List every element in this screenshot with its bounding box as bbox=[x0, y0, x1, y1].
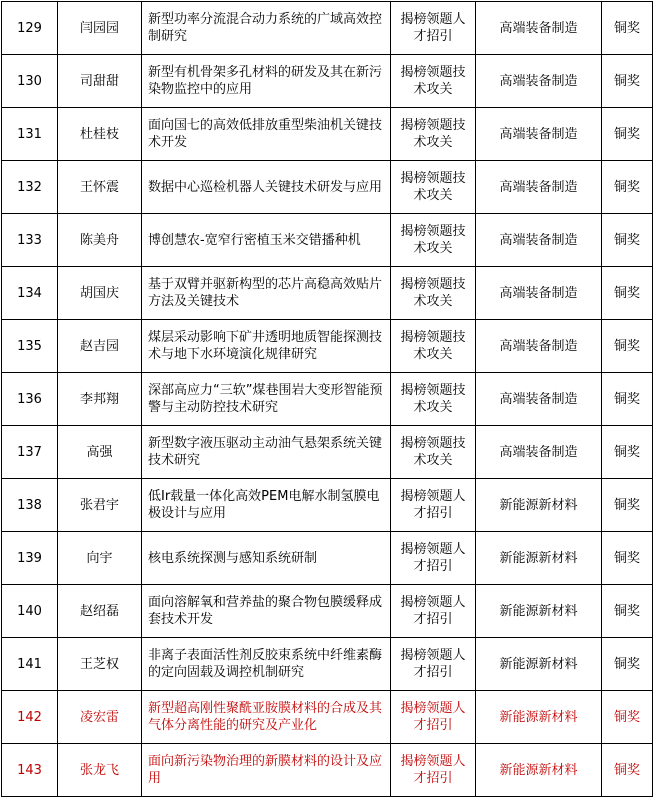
cell-award: 铜奖 bbox=[602, 320, 653, 373]
cell-project-title: 面向溶解氧和营养盐的聚合物包膜缓释成套技术开发 bbox=[142, 585, 391, 638]
cell-award: 铜奖 bbox=[602, 108, 653, 161]
cell-number: 139 bbox=[2, 532, 58, 585]
cell-category: 揭榜领题技术攻关 bbox=[391, 161, 476, 214]
cell-field: 新能源新材料 bbox=[476, 744, 602, 797]
cell-field: 新能源新材料 bbox=[476, 479, 602, 532]
cell-award: 铜奖 bbox=[602, 479, 653, 532]
cell-name: 陈美舟 bbox=[58, 214, 142, 267]
table-row bbox=[2, 108, 653, 161]
table-row bbox=[2, 373, 653, 426]
cell-name: 闫园园 bbox=[58, 2, 142, 55]
cell-award: 铜奖 bbox=[602, 691, 653, 744]
table-row bbox=[2, 267, 653, 320]
cell-category: 揭榜领题人才招引 bbox=[391, 744, 476, 797]
cell-project-title: 数据中心巡检机器人关键技术研发与应用 bbox=[142, 161, 391, 214]
cell-name: 高强 bbox=[58, 426, 142, 479]
cell-number: 134 bbox=[2, 267, 58, 320]
cell-name: 向宇 bbox=[58, 532, 142, 585]
cell-number: 133 bbox=[2, 214, 58, 267]
cell-project-title: 煤层采动影响下矿井透明地质智能探测技术与地下水环境演化规律研究 bbox=[142, 320, 391, 373]
cell-award: 铜奖 bbox=[602, 426, 653, 479]
table-row bbox=[2, 55, 653, 108]
cell-project-title: 新型数字液压驱动主动油气悬架系统关键技术研究 bbox=[142, 426, 391, 479]
cell-field: 高端装备制造 bbox=[476, 55, 602, 108]
table-row bbox=[2, 638, 653, 691]
table-body bbox=[2, 2, 653, 797]
cell-field: 高端装备制造 bbox=[476, 267, 602, 320]
cell-project-title: 博创慧农-宽窄行密植玉米交错播种机 bbox=[142, 214, 391, 267]
cell-name: 司甜甜 bbox=[58, 55, 142, 108]
cell-category: 揭榜领题人才招引 bbox=[391, 479, 476, 532]
cell-award: 铜奖 bbox=[602, 161, 653, 214]
cell-name: 胡国庆 bbox=[58, 267, 142, 320]
cell-field: 新能源新材料 bbox=[476, 691, 602, 744]
cell-number: 137 bbox=[2, 426, 58, 479]
cell-name: 杜桂枝 bbox=[58, 108, 142, 161]
table-row bbox=[2, 532, 653, 585]
cell-field: 高端装备制造 bbox=[476, 108, 602, 161]
cell-project-title: 面向新污染物治理的新膜材料的设计及应用 bbox=[142, 744, 391, 797]
cell-number: 140 bbox=[2, 585, 58, 638]
table-row bbox=[2, 479, 653, 532]
cell-field: 高端装备制造 bbox=[476, 373, 602, 426]
cell-number: 136 bbox=[2, 373, 58, 426]
cell-category: 揭榜领题技术攻关 bbox=[391, 108, 476, 161]
cell-award: 铜奖 bbox=[602, 585, 653, 638]
cell-category: 揭榜领题人才招引 bbox=[391, 691, 476, 744]
cell-category: 揭榜领题人才招引 bbox=[391, 585, 476, 638]
cell-category: 揭榜领题技术攻关 bbox=[391, 373, 476, 426]
cell-award: 铜奖 bbox=[602, 2, 653, 55]
cell-award: 铜奖 bbox=[602, 638, 653, 691]
cell-number: 131 bbox=[2, 108, 58, 161]
cell-number: 130 bbox=[2, 55, 58, 108]
cell-project-title: 低Ir载量一体化高效PEM电解水制氢膜电极设计与应用 bbox=[142, 479, 391, 532]
table-row bbox=[2, 2, 653, 55]
cell-project-title: 新型有机骨架多孔材料的研发及其在新污染物监控中的应用 bbox=[142, 55, 391, 108]
table-row bbox=[2, 426, 653, 479]
cell-number: 138 bbox=[2, 479, 58, 532]
cell-name: 王怀震 bbox=[58, 161, 142, 214]
cell-award: 铜奖 bbox=[602, 744, 653, 797]
cell-project-title: 新型功率分流混合动力系统的广域高效控制研究 bbox=[142, 2, 391, 55]
cell-name: 张龙飞 bbox=[58, 744, 142, 797]
cell-project-title: 基于双臂并驱新构型的芯片高稳高效贴片方法及关键技术 bbox=[142, 267, 391, 320]
cell-field: 高端装备制造 bbox=[476, 214, 602, 267]
table-row bbox=[2, 585, 653, 638]
cell-category: 揭榜领题技术攻关 bbox=[391, 267, 476, 320]
cell-field: 高端装备制造 bbox=[476, 320, 602, 373]
cell-field: 新能源新材料 bbox=[476, 585, 602, 638]
cell-project-title: 非离子表面活性剂反胶束系统中纤维素酶的定向固载及调控机制研究 bbox=[142, 638, 391, 691]
table-row bbox=[2, 691, 653, 744]
cell-field: 高端装备制造 bbox=[476, 426, 602, 479]
cell-number: 141 bbox=[2, 638, 58, 691]
cell-award: 铜奖 bbox=[602, 267, 653, 320]
cell-category: 揭榜领题人才招引 bbox=[391, 638, 476, 691]
cell-number: 135 bbox=[2, 320, 58, 373]
cell-field: 高端装备制造 bbox=[476, 161, 602, 214]
cell-name: 李邦翔 bbox=[58, 373, 142, 426]
cell-category: 揭榜领题人才招引 bbox=[391, 532, 476, 585]
cell-project-title: 新型超高刚性聚酰亚胺膜材料的合成及其气体分离性能的研究及产业化 bbox=[142, 691, 391, 744]
table-row bbox=[2, 320, 653, 373]
cell-number: 142 bbox=[2, 691, 58, 744]
cell-field: 高端装备制造 bbox=[476, 2, 602, 55]
cell-name: 凌宏雷 bbox=[58, 691, 142, 744]
cell-category: 揭榜领题技术攻关 bbox=[391, 55, 476, 108]
cell-project-title: 核电系统探测与感知系统研制 bbox=[142, 532, 391, 585]
cell-award: 铜奖 bbox=[602, 214, 653, 267]
cell-field: 新能源新材料 bbox=[476, 532, 602, 585]
cell-name: 王芝权 bbox=[58, 638, 142, 691]
cell-project-title: 面向国七的高效低排放重型柴油机关键技术开发 bbox=[142, 108, 391, 161]
cell-number: 132 bbox=[2, 161, 58, 214]
cell-name: 赵绍磊 bbox=[58, 585, 142, 638]
cell-field: 新能源新材料 bbox=[476, 638, 602, 691]
award-list-table bbox=[1, 1, 653, 797]
cell-name: 张君宇 bbox=[58, 479, 142, 532]
cell-project-title: 深部高应力“三软”煤巷围岩大变形智能预警与主动防控技术研究 bbox=[142, 373, 391, 426]
cell-award: 铜奖 bbox=[602, 373, 653, 426]
cell-number: 143 bbox=[2, 744, 58, 797]
table-row bbox=[2, 214, 653, 267]
cell-category: 揭榜领题技术攻关 bbox=[391, 320, 476, 373]
cell-award: 铜奖 bbox=[602, 532, 653, 585]
cell-category: 揭榜领题技术攻关 bbox=[391, 426, 476, 479]
cell-name: 赵吉园 bbox=[58, 320, 142, 373]
cell-category: 揭榜领题人才招引 bbox=[391, 2, 476, 55]
cell-number: 129 bbox=[2, 2, 58, 55]
cell-award: 铜奖 bbox=[602, 55, 653, 108]
cell-category: 揭榜领题技术攻关 bbox=[391, 214, 476, 267]
table-row bbox=[2, 744, 653, 797]
table-row bbox=[2, 161, 653, 214]
